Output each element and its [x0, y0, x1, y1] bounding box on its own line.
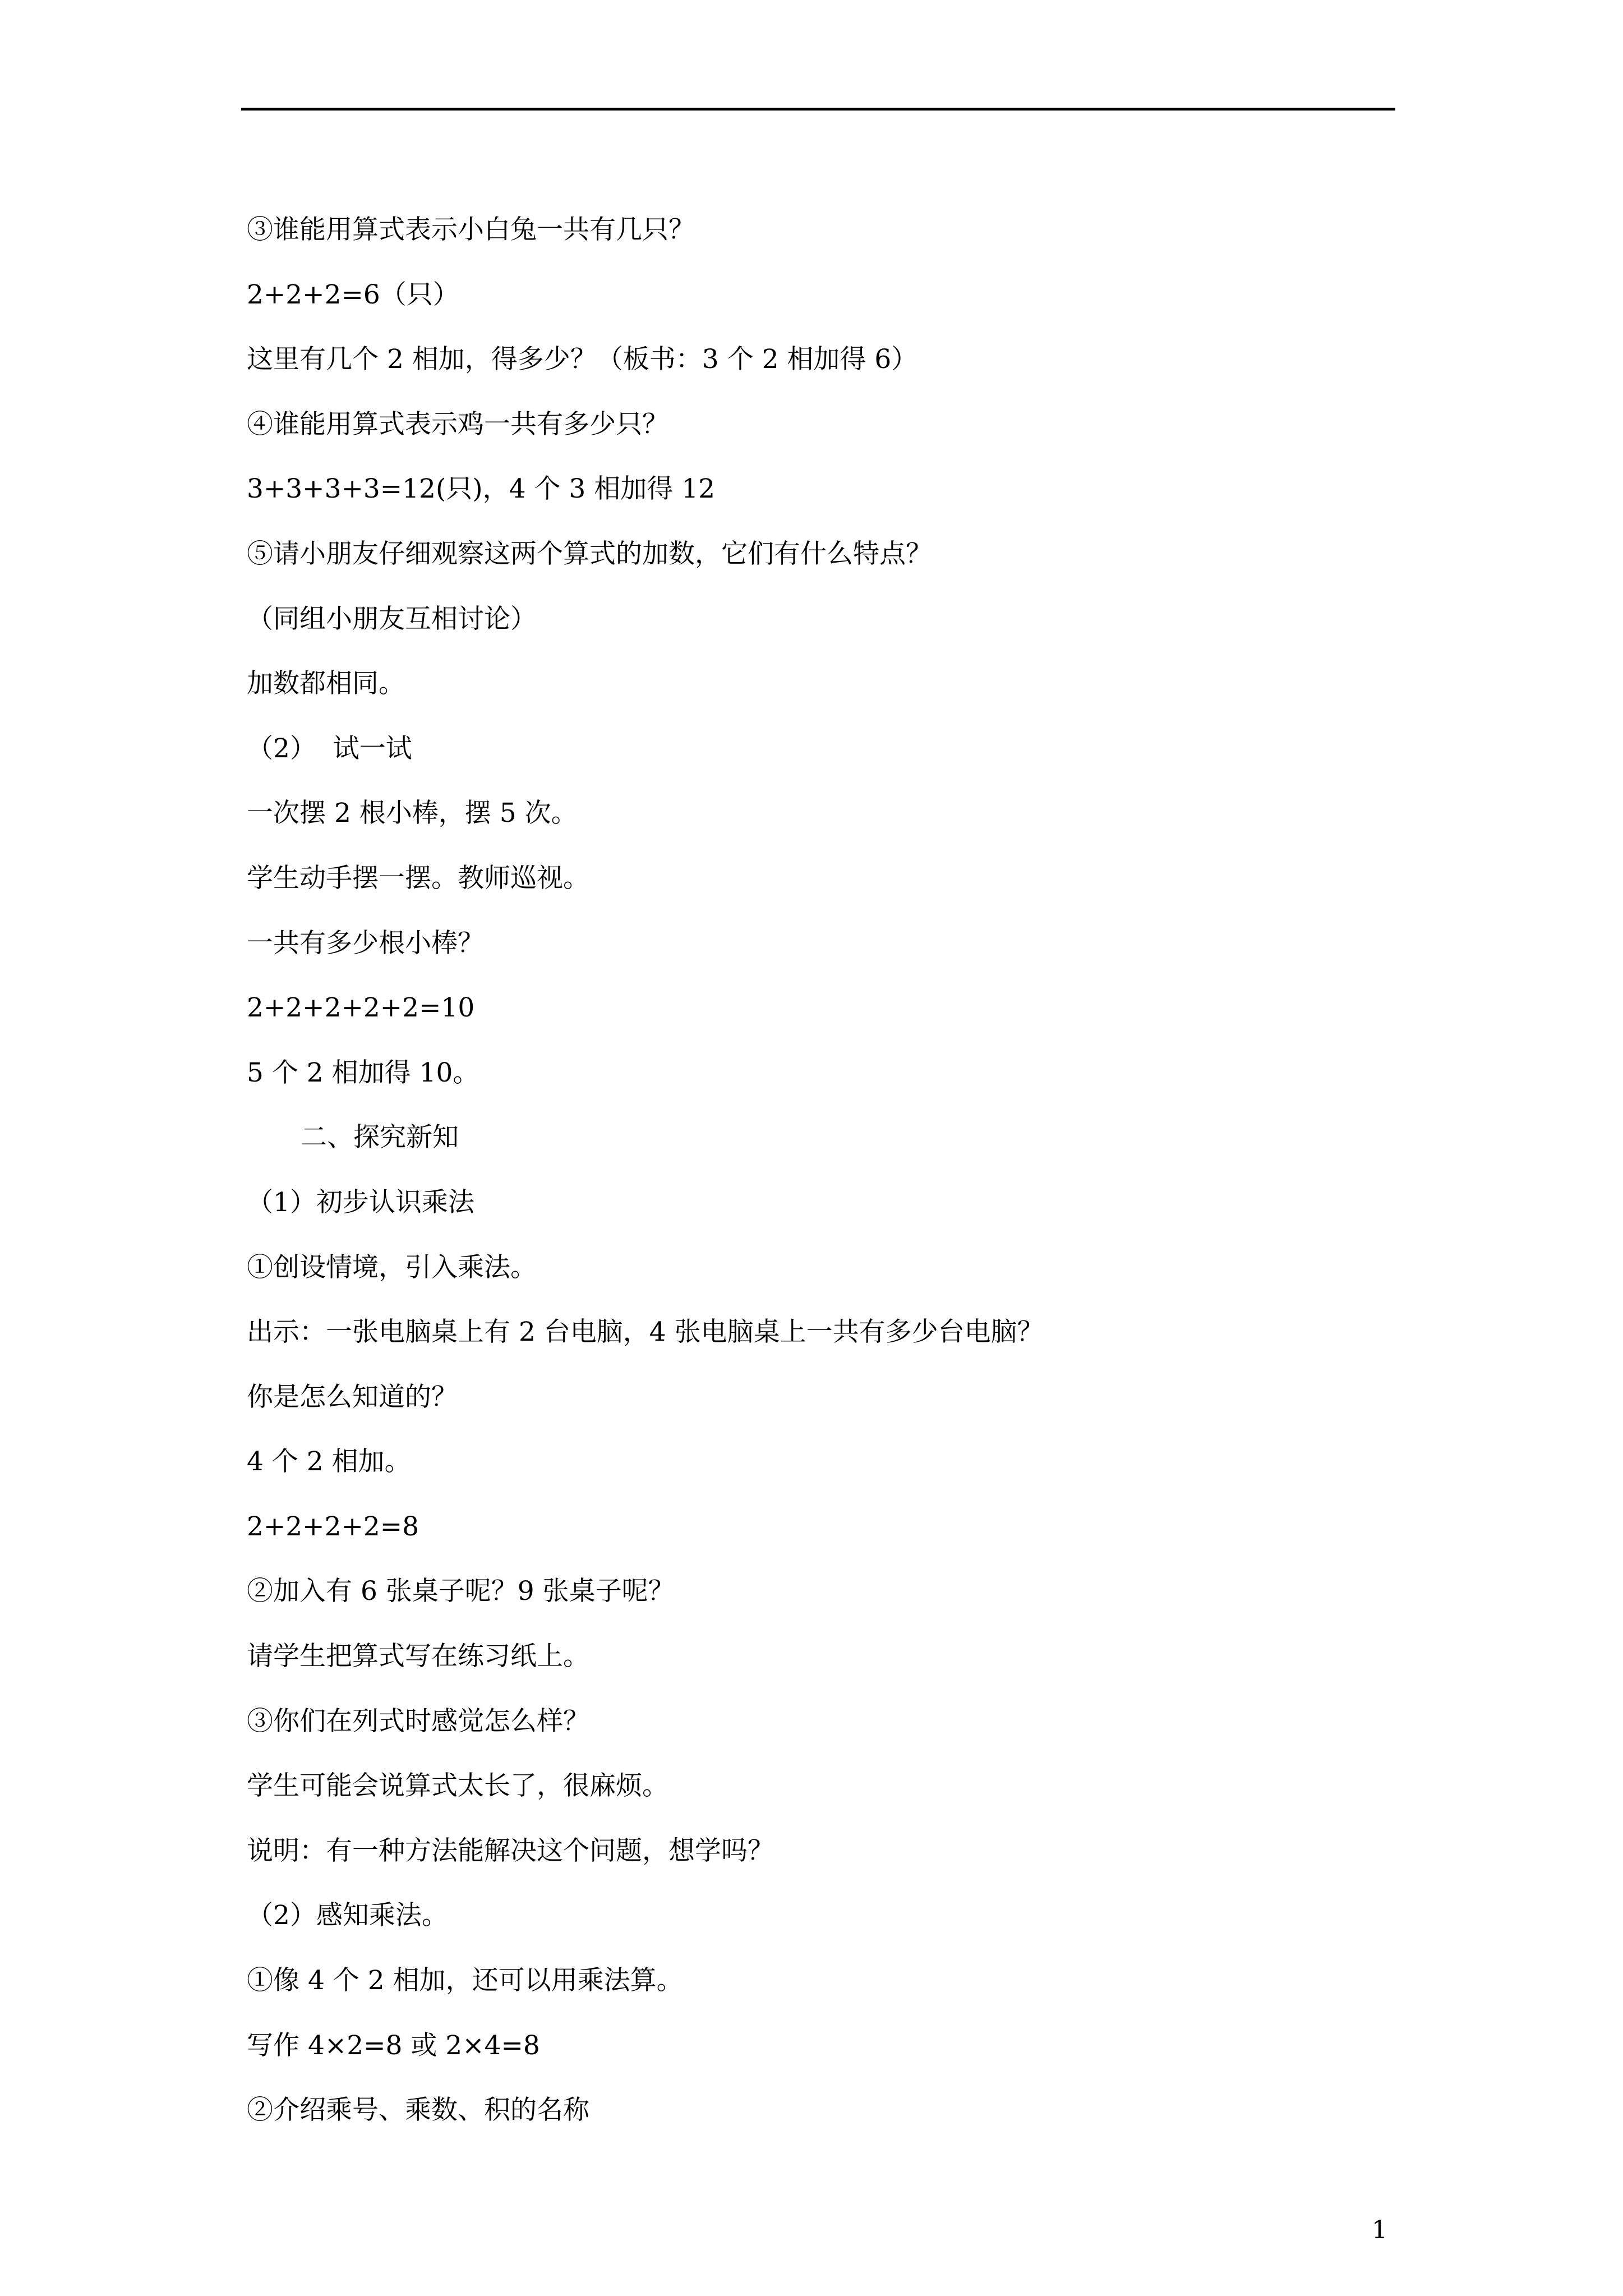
text-line: 你是怎么知道的？	[247, 1381, 458, 1412]
text-line: ④谁能用算式表示鸡一共有多少只？	[247, 408, 668, 440]
text-line: 一次摆 2 根小棒，摆 5 次。	[247, 798, 578, 829]
subsection-heading: （2） 试一试	[247, 733, 412, 764]
text-line: 4 个 2 相加。	[247, 1446, 411, 1478]
text-line: ⑤请小朋友仔细观察这两个算式的加数，它们有什么特点？	[247, 538, 932, 569]
text-line: 请学生把算式写在练习纸上。	[247, 1641, 589, 1672]
page-number: 1	[1372, 2216, 1387, 2244]
text-line: 出示：一张电脑桌上有 2 台电脑，4 张电脑桌上一共有多少台电脑？	[247, 1317, 1044, 1348]
text-line: ①创设情境，引入乘法。	[247, 1251, 537, 1283]
text-line: 学生可能会说算式太长了，很麻烦。	[247, 1770, 668, 1802]
text-line: 一共有多少根小棒？	[247, 927, 484, 959]
text-line: 加数都相同。	[247, 668, 405, 700]
text-line: ②介绍乘号、乘数、积的名称	[247, 2095, 589, 2126]
text-line: 说明：有一种方法能解决这个问题，想学吗？	[247, 1835, 774, 1866]
text-line: 学生动手摆一摆。教师巡视。	[247, 862, 589, 894]
text-line: 2+2+2+2+2=10	[247, 992, 475, 1024]
text-line: ②加入有 6 张桌子呢？9 张桌子呢？	[247, 1576, 675, 1607]
text-line: ③你们在列式时感觉怎么样？	[247, 1705, 589, 1737]
text-line: ③谁能用算式表示小白兔一共有几只？	[247, 214, 695, 245]
text-line: 写作 4×2=8 或 2×4=8	[247, 2030, 540, 2061]
subsection-heading: （1）初步认识乘法	[247, 1186, 474, 1218]
text-line: 3+3+3+3=12(只)，4 个 3 相加得 12	[247, 473, 715, 505]
text-line: （同组小朋友互相讨论）	[247, 603, 537, 634]
document-body	[247, 197, 1391, 2143]
text-line: ①像 4 个 2 相加，还可以用乘法算。	[247, 1965, 683, 1996]
text-line: 2+2+2+2=8	[247, 1511, 419, 1542]
text-line: 2+2+2=6（只）	[247, 279, 459, 310]
section-heading: 二、探究新知	[301, 1122, 459, 1153]
header-rule	[241, 108, 1395, 111]
text-line: 这里有几个 2 相加，得多少？（板书：3 个 2 相加得 6）	[247, 344, 918, 375]
subsection-heading: （2）感知乘法。	[247, 1900, 448, 1931]
text-line: 5 个 2 相加得 10。	[247, 1057, 479, 1088]
